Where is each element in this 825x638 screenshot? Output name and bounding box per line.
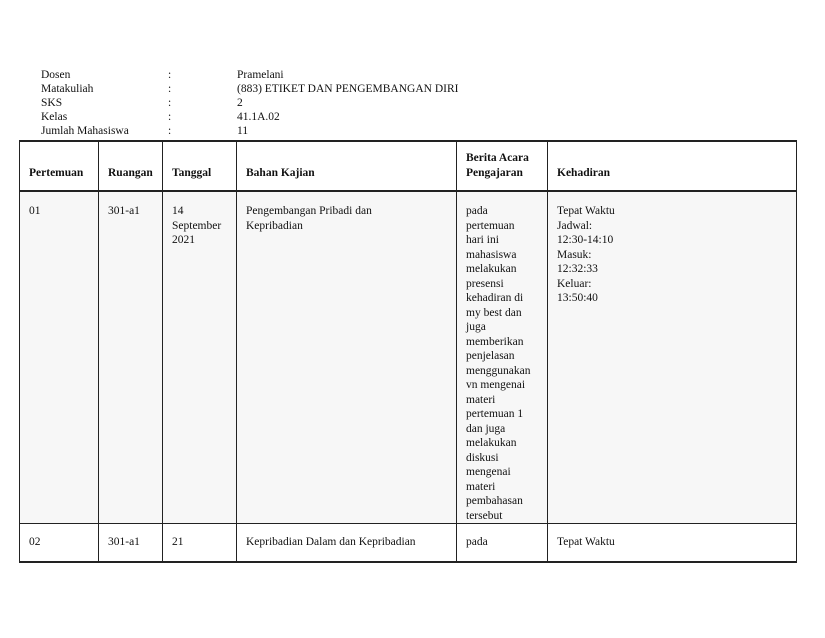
info-colon: :	[168, 69, 172, 81]
cell-berita-acara: pada	[457, 524, 548, 563]
column-header-ruangan: Ruangan	[99, 141, 163, 191]
info-value: 11	[237, 125, 249, 137]
info-row-sks	[41, 96, 458, 110]
info-label: Dosen	[41, 69, 71, 81]
cell-kehadiran: Tepat Waktu Jadwal: 12:30-14:10 Masuk: 12:32:33 Keluar: 13:50:40	[548, 191, 797, 524]
cell-bahan-kajian: Kepribadian Dalam dan Kepribadian	[237, 524, 457, 563]
info-colon: :	[168, 83, 172, 95]
column-header-kehadiran: Kehadiran	[548, 141, 797, 191]
cell-tanggal: 21	[163, 524, 237, 563]
cell-ruangan: 301-a1	[99, 524, 163, 563]
info-row-jumlah-mahasiswa	[41, 124, 458, 138]
info-colon: :	[168, 97, 172, 109]
cell-pertemuan: 02	[20, 524, 99, 563]
info-row-kelas	[41, 110, 458, 124]
column-header-tanggal: Tanggal	[163, 141, 237, 191]
cell-tanggal: 14 September 2021	[163, 191, 237, 524]
info-label: Jumlah Mahasiswa	[41, 125, 129, 137]
table-row	[20, 191, 797, 524]
info-value: 41.1A.02	[237, 111, 280, 123]
info-colon: :	[168, 125, 172, 137]
info-label: Matakuliah	[41, 83, 94, 95]
cell-bahan-kajian: Pengembangan Pribadi dan Kepribadian	[237, 191, 457, 524]
column-header-pertemuan: Pertemuan	[20, 141, 99, 191]
cell-berita-acara: pada pertemuan hari ini mahasiswa melakukan presensi kehadiran di my best dan juga memberikan penjelasan menggunakan vn mengenai materi pertemuan 1 dan juga melakukan diskusi mengenai materi pembahasan tersebut	[457, 191, 548, 524]
column-header-bahan-kajian: Bahan Kajian	[237, 141, 457, 191]
info-value: Pramelani	[237, 69, 284, 81]
attendance-table	[19, 140, 797, 563]
cell-pertemuan: 01	[20, 191, 99, 524]
info-row-matakuliah	[41, 82, 458, 96]
course-info	[41, 68, 458, 138]
column-header-berita-acara: Berita Acara Pengajaran	[457, 141, 548, 191]
info-colon: :	[168, 111, 172, 123]
info-value: (883) ETIKET DAN PENGEMBANGAN DIRI	[237, 83, 459, 95]
info-label: SKS	[41, 97, 63, 109]
cell-kehadiran: Tepat Waktu	[548, 524, 797, 563]
info-row-dosen	[41, 68, 458, 82]
table-row	[20, 524, 797, 563]
table-header-row	[20, 141, 797, 191]
cell-ruangan: 301-a1	[99, 191, 163, 524]
info-label: Kelas	[41, 111, 68, 123]
info-value: 2	[237, 97, 243, 109]
